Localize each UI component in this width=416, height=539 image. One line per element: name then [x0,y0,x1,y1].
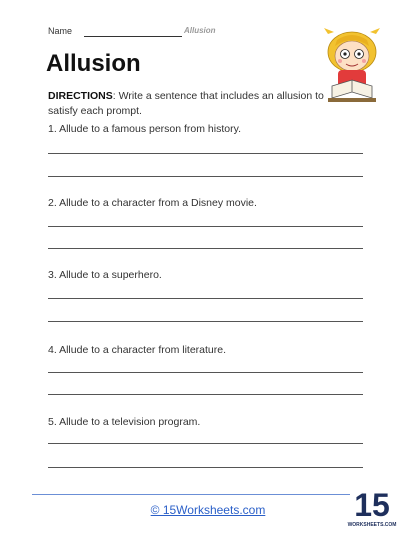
logo-text: WORKSHEETS.COM [347,522,397,528]
prompt-1: 1. Allude to a famous person from history. [48,123,241,135]
prompt-4: 4. Allude to a character from literature. [48,344,227,356]
girl-reading-illustration [320,28,384,106]
prompt-5: 5. Allude to a television program. [48,416,201,428]
prompt-3: 3. Allude to a superhero. [48,269,162,281]
name-label: Name [48,26,73,36]
answer-line[interactable] [48,176,363,177]
answer-line[interactable] [48,226,363,227]
answer-line[interactable] [48,467,363,468]
15worksheets-logo [347,486,397,530]
name-input-line[interactable] [84,36,182,37]
directions [48,89,333,119]
answer-line[interactable] [48,443,363,444]
prompt-2: 2. Allude to a character from a Disney movie. [48,197,257,209]
answer-line[interactable] [48,298,363,299]
directions-text: : Write a sentence that includes an allusion to satisfy each prompt. [48,90,324,117]
answer-line[interactable] [48,394,363,395]
answer-line[interactable] [48,321,363,322]
answer-line[interactable] [48,372,363,373]
logo-number: 15 [354,487,390,523]
directions-label: DIRECTIONS [48,90,113,102]
page-title: Allusion [46,50,141,77]
footer-divider [32,494,350,495]
footer-copyright-link[interactable]: © 15Worksheets.com [150,503,266,517]
answer-line[interactable] [48,248,363,249]
topic-tag: Allusion [184,26,216,35]
answer-line[interactable] [48,153,363,154]
